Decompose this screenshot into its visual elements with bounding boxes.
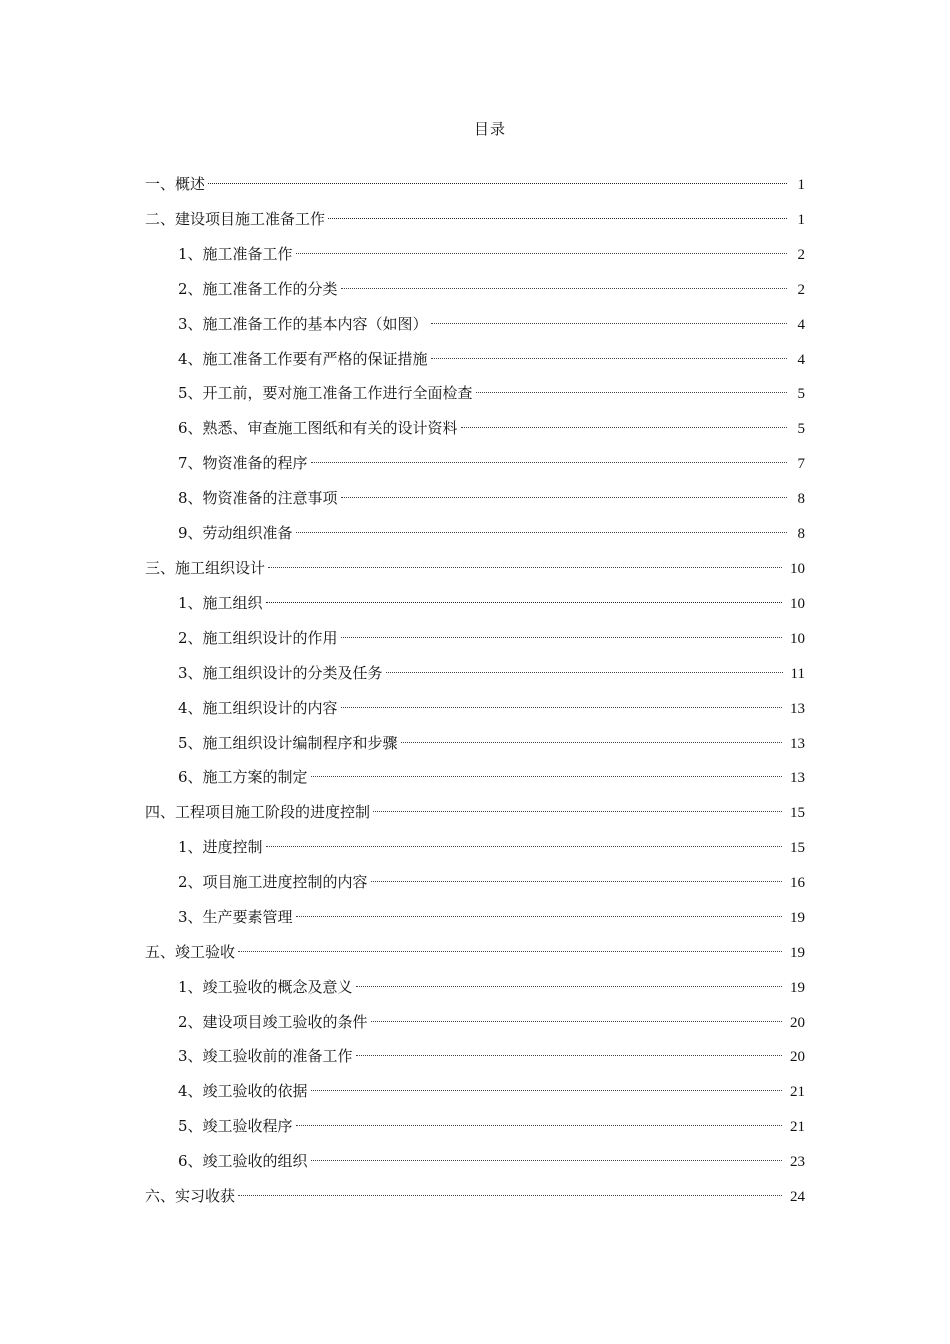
toc-dot-leader <box>296 1109 782 1126</box>
toc-entry-label: 三、施工组织设计 <box>145 559 266 577</box>
toc-entry[interactable] <box>145 1184 805 1206</box>
toc-entry[interactable] <box>178 381 805 403</box>
toc-entry-label: 1、竣工验收的概念及意义 <box>178 978 353 996</box>
toc-entry[interactable] <box>178 661 805 683</box>
toc-dot-leader <box>401 726 782 743</box>
toc-dot-leader <box>208 167 787 184</box>
toc-entry-page: 20 <box>790 1015 805 1031</box>
toc-entry-label: 1、施工组织 <box>178 594 263 612</box>
toc-dot-leader <box>356 1039 782 1056</box>
toc-entry-label: 6、竣工验收的组织 <box>178 1152 308 1170</box>
toc-entry[interactable] <box>178 1010 805 1032</box>
toc-entry-label: 4、施工组织设计的内容 <box>178 699 338 717</box>
toc-entry[interactable] <box>145 172 805 194</box>
toc-entry-page: 2 <box>797 282 805 298</box>
toc-entry-label: 4、竣工验收的依据 <box>178 1082 308 1100</box>
toc-entry[interactable] <box>178 905 805 927</box>
toc-entry[interactable] <box>178 626 805 648</box>
toc-entry[interactable] <box>178 591 805 613</box>
toc-entry-label: 8、物资准备的注意事项 <box>178 489 338 507</box>
toc-entry-page: 21 <box>790 1119 805 1135</box>
toc-dot-leader <box>431 342 787 359</box>
toc-entry-page: 10 <box>790 596 805 612</box>
toc-entry[interactable] <box>178 870 805 892</box>
toc-dot-leader <box>311 446 787 463</box>
toc-entry-page: 20 <box>790 1049 805 1065</box>
toc-entry-page: 2 <box>797 247 805 263</box>
toc-dot-leader <box>371 865 782 882</box>
toc-entry[interactable] <box>178 731 805 753</box>
toc-entry-page: 10 <box>790 631 805 647</box>
toc-dot-leader <box>461 411 787 428</box>
toc-dot-leader <box>341 481 787 498</box>
toc-entry-label: 5、竣工验收程序 <box>178 1117 293 1135</box>
toc-entry-label: 1、施工准备工作 <box>178 245 293 263</box>
toc-entry-page: 13 <box>790 701 805 717</box>
toc-entry[interactable] <box>178 1044 805 1066</box>
toc-entry-page: 21 <box>790 1084 805 1100</box>
toc-entry-page: 19 <box>790 945 805 961</box>
toc-entry[interactable] <box>178 975 805 997</box>
toc-entry-label: 3、施工准备工作的基本内容（如图） <box>178 315 428 333</box>
toc-entry-page: 23 <box>790 1154 805 1170</box>
toc-entry-page: 1 <box>797 177 805 193</box>
toc-dot-leader <box>356 970 782 987</box>
toc-entry-label: 6、熟悉、审查施工图纸和有关的设计资料 <box>178 419 458 437</box>
toc-entry[interactable] <box>178 486 805 508</box>
toc-entry[interactable] <box>178 1079 805 1101</box>
toc-entry-label: 一、概述 <box>145 175 206 193</box>
toc-entry[interactable] <box>145 207 805 229</box>
toc-dot-leader <box>268 551 782 568</box>
toc-entry-page: 19 <box>790 910 805 926</box>
toc-entry-page: 15 <box>790 840 805 856</box>
toc-dot-leader <box>266 830 782 847</box>
toc-entry-label: 2、项目施工进度控制的内容 <box>178 873 368 891</box>
toc-entry-label: 五、竣工验收 <box>145 943 236 961</box>
toc-dot-leader <box>311 1074 782 1091</box>
toc-dot-leader <box>373 795 782 812</box>
toc-entry-label: 二、建设项目施工准备工作 <box>145 210 326 228</box>
toc-entry[interactable] <box>178 416 805 438</box>
toc-entry-label: 2、施工组织设计的作用 <box>178 629 338 647</box>
toc-entry-page: 1 <box>797 212 805 228</box>
toc-dot-leader <box>341 691 782 708</box>
toc-entry-label: 3、竣工验收前的准备工作 <box>178 1047 353 1065</box>
toc-dot-leader <box>341 621 782 638</box>
toc-entry-page: 8 <box>797 526 805 542</box>
toc-entry-label: 5、开工前，要对施工准备工作进行全面检查 <box>178 384 473 402</box>
toc-entry-label: 7、物资准备的程序 <box>178 454 308 472</box>
toc-entry[interactable] <box>145 940 805 962</box>
toc-entry-page: 10 <box>790 561 805 577</box>
toc-entry[interactable] <box>178 1149 805 1171</box>
toc-entry-label: 2、建设项目竣工验收的条件 <box>178 1013 368 1031</box>
toc-entry[interactable] <box>178 312 805 334</box>
toc-title: 目录 <box>473 120 506 138</box>
toc-entry[interactable] <box>178 835 805 857</box>
toc-entry[interactable] <box>145 556 805 578</box>
toc-dot-leader <box>296 900 782 917</box>
toc-entry[interactable] <box>178 451 805 473</box>
toc-dot-leader <box>431 307 787 324</box>
toc-dot-leader <box>328 202 787 219</box>
toc-entry-page: 11 <box>790 666 805 682</box>
toc-entry-label: 2、施工准备工作的分类 <box>178 280 338 298</box>
toc-entry[interactable] <box>178 696 805 718</box>
toc-entry-page: 7 <box>797 456 805 472</box>
toc-dot-leader <box>238 935 782 952</box>
toc-entry-label: 6、施工方案的制定 <box>178 768 308 786</box>
toc-dot-leader <box>311 760 782 777</box>
toc-entry-page: 4 <box>797 352 805 368</box>
toc-entry-page: 19 <box>790 980 805 996</box>
toc-dot-leader <box>476 376 787 393</box>
toc-dot-leader <box>266 586 782 603</box>
toc-entry-label: 六、实习收获 <box>145 1187 236 1205</box>
toc-entry-label: 3、生产要素管理 <box>178 908 293 926</box>
toc-dot-leader <box>371 1005 782 1022</box>
toc-entry-page: 4 <box>797 317 805 333</box>
toc-dot-leader <box>311 1144 782 1161</box>
toc-entry[interactable] <box>178 277 805 299</box>
toc-entry-label: 3、施工组织设计的分类及任务 <box>178 664 383 682</box>
toc-dot-leader <box>296 516 787 533</box>
toc-entry-page: 5 <box>797 386 805 402</box>
toc-entry-page: 13 <box>790 770 805 786</box>
toc-dot-leader <box>238 1179 782 1196</box>
toc-entry-page: 8 <box>797 491 805 507</box>
toc-entry-page: 15 <box>790 805 805 821</box>
toc-entry-page: 13 <box>790 736 805 752</box>
toc-entry-page: 5 <box>797 421 805 437</box>
toc-dot-leader <box>341 272 787 289</box>
toc-entry-page: 16 <box>790 875 805 891</box>
toc-dot-leader <box>296 237 787 254</box>
toc-entry[interactable] <box>178 1114 805 1136</box>
toc-entry[interactable] <box>178 242 805 264</box>
toc-entry[interactable] <box>145 800 805 822</box>
toc-entry-label: 1、进度控制 <box>178 838 263 856</box>
toc-dot-leader <box>386 656 783 673</box>
toc-entry[interactable] <box>178 521 805 543</box>
toc-entry[interactable] <box>178 347 805 369</box>
toc-entry-label: 9、劳动组织准备 <box>178 524 293 542</box>
toc-entry-label: 4、施工准备工作要有严格的保证措施 <box>178 350 428 368</box>
toc-entry-page: 24 <box>790 1189 805 1205</box>
toc-entry-label: 5、施工组织设计编制程序和步骤 <box>178 734 398 752</box>
toc-entry-label: 四、工程项目施工阶段的进度控制 <box>145 803 371 821</box>
toc-entry[interactable] <box>178 765 805 787</box>
